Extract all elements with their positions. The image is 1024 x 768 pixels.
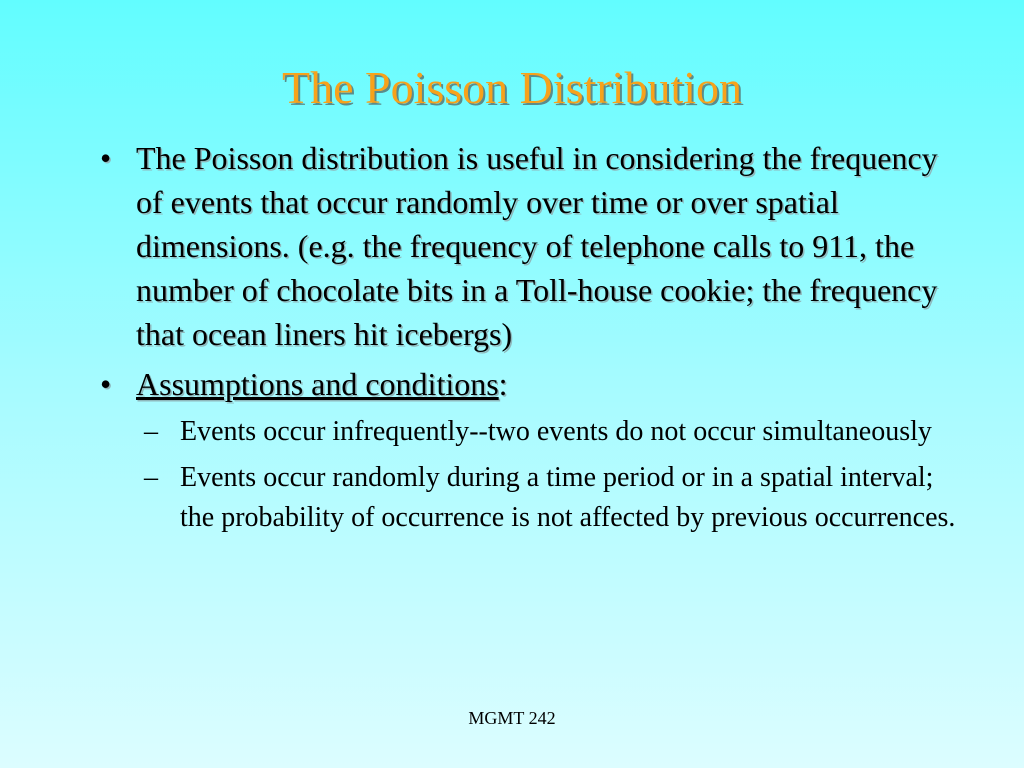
bullet-heading: Assumptions and conditions (136, 366, 499, 402)
sub-bullet-item (144, 412, 960, 452)
sub-bullet-marker: – (144, 462, 158, 493)
bullet-item (100, 362, 960, 406)
bullet-marker: • (100, 140, 112, 176)
bullet-heading-suffix: : (498, 366, 508, 402)
slide-body (100, 136, 960, 544)
sub-bullet-text: Events occur infrequently--two events do not occur simultaneously (180, 416, 932, 447)
sub-bullet-marker: – (144, 416, 158, 447)
slide-footer: MGMT 242 (468, 708, 556, 728)
slide-title: The Poisson Distribution (281, 62, 743, 113)
bullet-marker: • (100, 366, 112, 402)
sub-bullet-item (144, 458, 960, 538)
sub-bullet-text: Events occur randomly during a time period or in a spatial interval; the probability of occurrence is not affected by previous occurrences. (180, 462, 956, 533)
bullet-heading-wrapper (136, 362, 960, 406)
bullet-text: The Poisson distribution is useful in considering the frequency of events that occur randomly over time or over spatial dimensions. (e.g. the frequency of telephone calls to 911, the number of chocolate bits in a Toll-house cookie; the frequency that ocean liners hit icebergs) (136, 140, 938, 352)
bullet-item (100, 136, 960, 356)
